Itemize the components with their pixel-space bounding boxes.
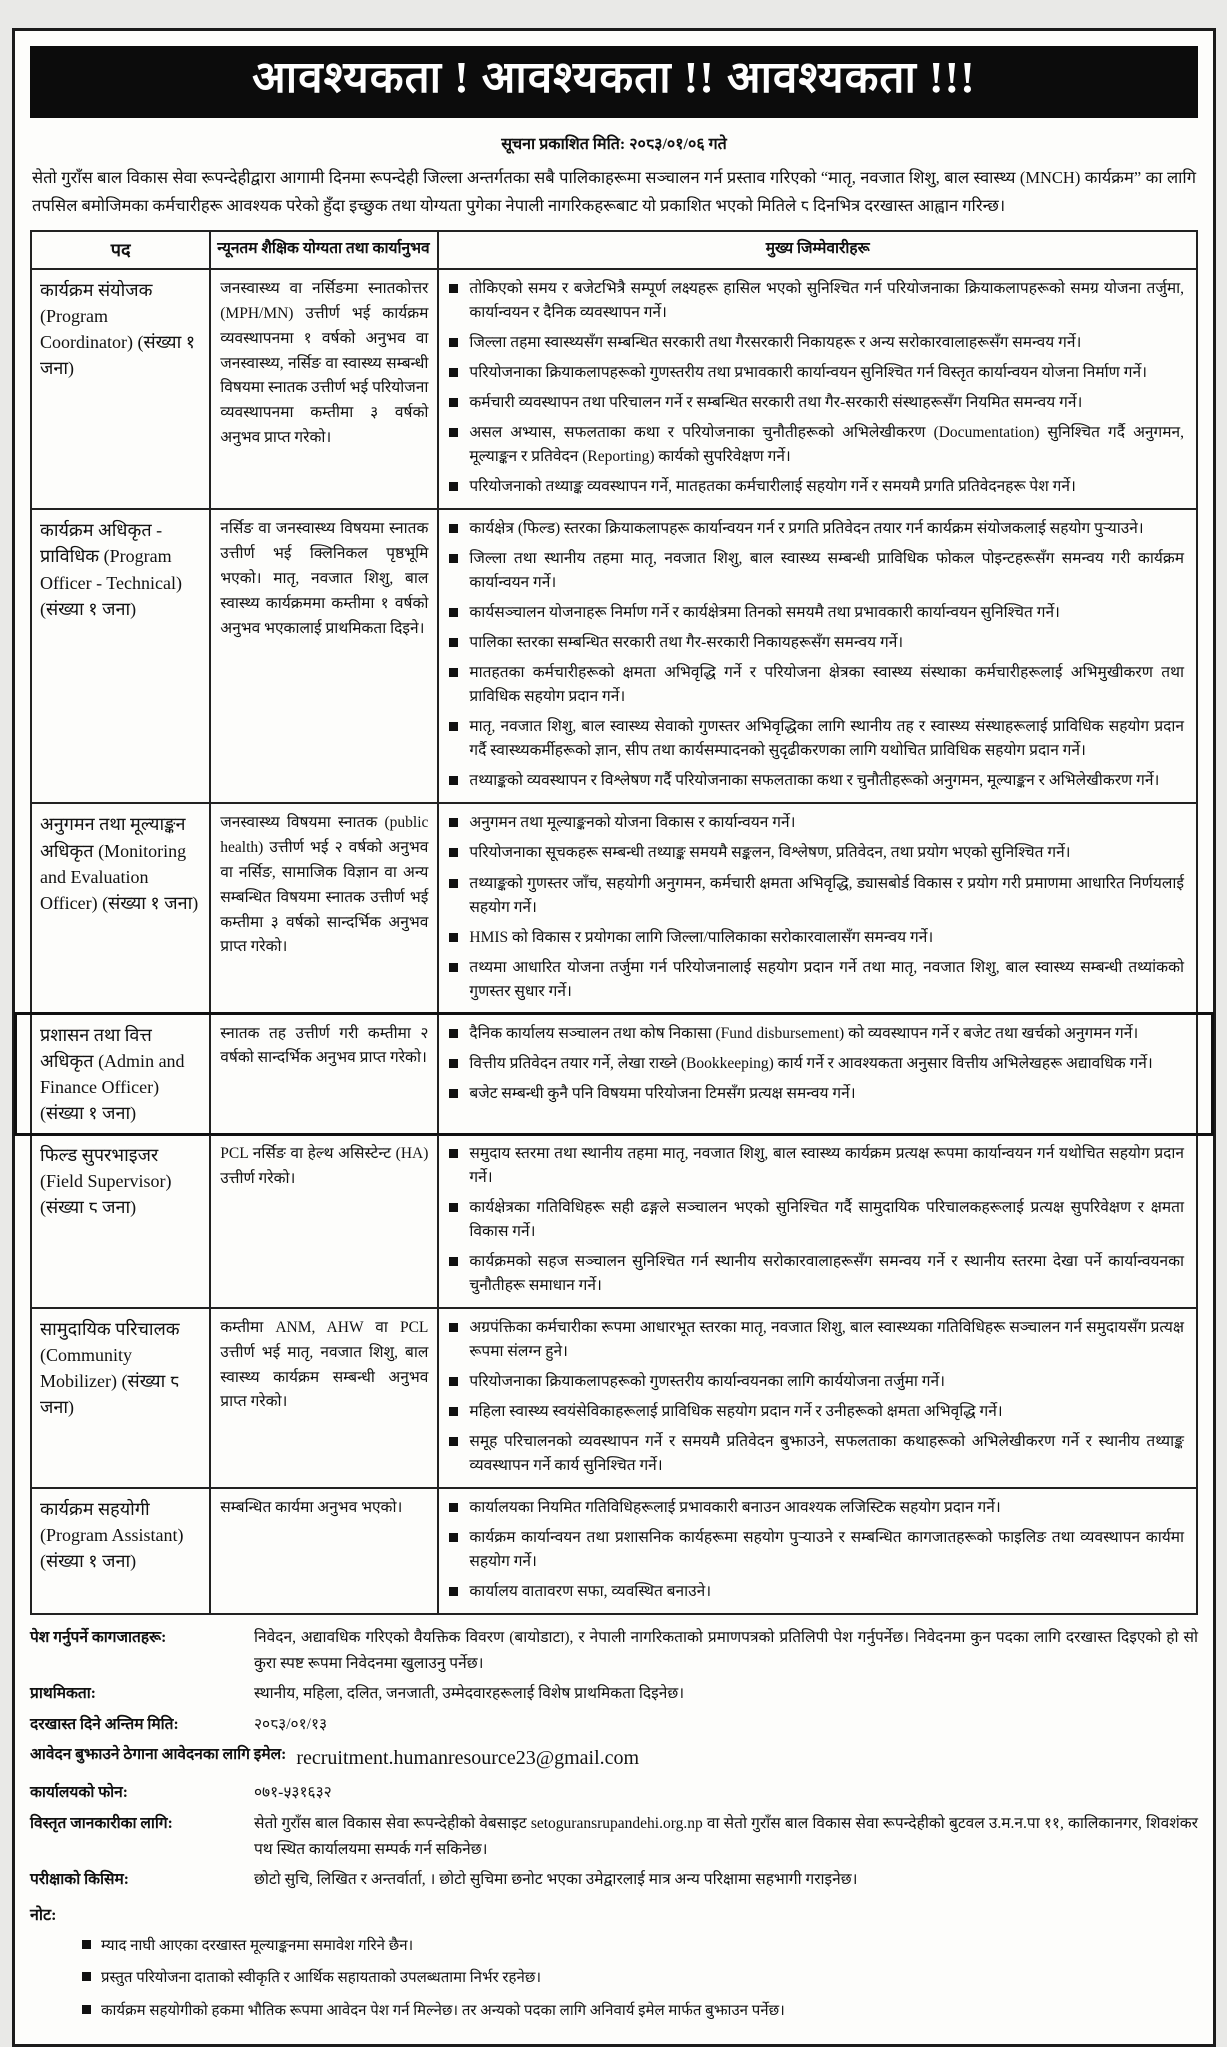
responsibility-text: बजेट सम्बन्धी कुनै पनि विषयमा परियोजना टिमसँग प्रत्यक्ष समन्वय गर्ने।	[469, 1084, 856, 1102]
footer-item-value: स्थानीय, महिला, दलित, जनजाती, उम्मेदवारहरूलाई विशेष प्राथमिकता दिइनेछ।	[254, 1685, 685, 1703]
bullet-square-icon	[449, 933, 458, 942]
qualification-cell: स्नातक तह उत्तीर्ण गरी कम्तीमा २ वर्षको सान्दर्भिक अनुभव प्राप्त गरेको।	[211, 1015, 439, 1133]
responsibilities-cell	[439, 1489, 1196, 1613]
footer-item	[30, 1625, 1198, 1676]
responsibility-text: असल अभ्यास, सफलताका कथा र परियोजनाका चुनौतीहरूको अभिलेखीकरण (Documentation) सुनिश्चित गर्दै अनुगमन, मूल्याङ्कन र प्रतिवेदन (Reporting) कार्यको सुपरिवेक्षण गर्ने।	[469, 424, 1184, 466]
bullet-square-icon	[449, 668, 458, 677]
footer-item-value: सेतो गुराँस बाल विकास सेवा रूपन्देहीको वेबसाइट setoguransrupandehi.org.np वा सेतो गुराँस बाल विकास सेवा रूपन्देहीको बुटवल उ.म.न.पा ११, कालिकानगर, शिवशंकर पथ स्थित कार्यालयमा सम्पर्क गर्न सकिनेछ।	[254, 1815, 1198, 1858]
responsibility-text: मातृ, नवजात शिशु, बाल स्वास्थ्य सेवाको गुणस्तर अभिवृद्धिका लागि स्थानीय तह र स्वास्थ्य संस्थाहरूलाई प्राविधिक सहयोग प्रदान गर्दै स्वास्थ्यकर्मीहरूको ज्ञान, सीप तथा कार्यसम्पादनको सुदृढीकरणका लागि यथोचित प्राविधिक सहयोग प्रदान गर्ने।	[469, 718, 1184, 760]
responsibility-item	[449, 1427, 1184, 1481]
bullet-square-icon	[449, 848, 458, 857]
responsibility-item	[449, 514, 1184, 544]
footer-item-value: recruitment.humanresource23@gmail.com	[296, 1747, 640, 1770]
responsibility-text: कार्यक्रम कार्यान्वयन तथा प्रशासनिक कार्यहरूमा सहयोग पुऱ्याउने र सम्बन्धित कागजातहरूको फाइलिङ तथा व्यवस्थापन कार्यमा सहयोग गर्ने।	[469, 1529, 1184, 1571]
table-row	[32, 1309, 1196, 1489]
responsibility-text: कर्मचारी व्यवस्थापन तथा परिचालन गर्ने र सम्बन्धित सरकारी तथा गैर-सरकारी संस्थाहरूसँग नियमित समन्वय गर्ने।	[469, 394, 1083, 412]
table-row	[32, 804, 1196, 1014]
responsibility-text: महिला स्वास्थ्य स्वयंसेविकाहरूलाई प्राविधिक सहयोग प्रदान गर्ने र उनीहरूको क्षमता अभिवृद्धि गर्ने।	[469, 1403, 1003, 1421]
responsibility-text: मातहतका कर्मचारीहरूको क्षमता अभिवृद्धि गर्ने र परियोजना क्षेत्रका स्वास्थ्य संस्थाका कर्मचारीहरूलाई अभिमुखीकरण तथा प्राविधिक सहयोग प्रदान गर्ने।	[469, 664, 1184, 706]
jobs-table	[30, 230, 1198, 1615]
published-date-line: सूचना प्रकाशित मिति: २०८३/०१/०६ गते	[501, 136, 727, 153]
note-item	[82, 1967, 1198, 1990]
responsibility-text: परियोजनाका क्रियाकलापहरूको गुणस्तरीय तथा प्रभावकारी कार्यान्वयन सुनिश्चित गर्न विस्तृत कार्यान्वयन योजना निर्माण गर्ने।	[469, 364, 1147, 382]
bullet-square-icon	[449, 1437, 458, 1446]
responsibility-item	[449, 1247, 1184, 1301]
position-cell: फिल्ड सुपरभाइजर (Field Supervisor) (संख्या ८ जना)	[32, 1135, 211, 1307]
footer-item-label: प्राथमिकता:	[30, 1685, 96, 1703]
responsibility-item	[449, 358, 1184, 388]
notes-label: नोट:	[30, 1906, 57, 1924]
bullet-square-icon	[449, 1377, 458, 1386]
responsibility-text: कार्यालयका नियमित गतिविधिहरूलाई प्रभावकारी बनाउन आवश्यक लजिस्टिक सहयोग प्रदान गर्ने।	[469, 1499, 1001, 1517]
responsibility-text: अनुगमन तथा मूल्याङ्कनको योजना विकास र कार्यान्वयन गर्ने।	[469, 814, 796, 832]
note-text: प्रस्तुत परियोजना दाताको स्वीकृति र आर्थिक सहायताको उपलब्धतामा निर्भर रहनेछ।	[101, 1970, 542, 1987]
bullet-square-icon	[449, 524, 458, 533]
responsibility-item	[449, 1493, 1184, 1523]
footer-item	[30, 1811, 1198, 1862]
note-text: कार्यक्रम सहयोगीको हकमा भौतिक रूपमा आवेदन पेश गर्न मिल्नेछ। तर अन्यको पदका लागि अनिवार्य इमेल मार्फत बुझाउन पर्नेछ।	[101, 2002, 785, 2019]
responsibilities-cell	[439, 510, 1196, 802]
footer-item-value: ०७१-५३१६३२	[254, 1784, 332, 1802]
responsibility-item	[449, 472, 1184, 502]
responsibility-item	[449, 598, 1184, 628]
footer-info	[30, 1625, 1198, 1893]
footer-item-label: विस्तृत जानकारीका लागि:	[30, 1815, 173, 1833]
bullet-square-icon	[449, 1029, 458, 1038]
responsibilities-cell	[439, 270, 1196, 508]
footer-item-value: निवेदन, अद्यावधिक गरिएको वैयक्तिक विवरण (बायोडाटा), र नेपाली नागरिकताको प्रमाणपत्रको प्रतिलिपी पेश गर्नुपर्नेछ। निवेदनमा कुन पदका लागि दरखास्त दिइएको हो सो कुरा स्पष्ट रूपमा निवेदनमा खुलाउनु पर्नेछ।	[254, 1629, 1198, 1672]
column-header-qualification: न्यूनतम शैक्षिक योग्यता तथा कार्यानुभव	[211, 232, 439, 268]
bullet-square-icon	[449, 428, 458, 437]
footer-item-label: आवेदन बुझाउने ठेगाना आवेदनका लागि इमेल:	[30, 1746, 287, 1764]
table-row	[32, 270, 1196, 510]
jobs-table-header	[32, 232, 1196, 270]
bullet-square-icon	[449, 1089, 458, 1098]
footer-item	[30, 1681, 1198, 1707]
bullet-square-icon	[449, 776, 458, 785]
position-cell: कार्यक्रम सहयोगी (Program Assistant) (संख्या १ जना)	[32, 1489, 211, 1613]
qualification-cell: जनस्वास्थ्य वा नर्सिङमा स्नातकोत्तर (MPH/MN) उत्तीर्ण भई कार्यक्रम व्यवस्थापनमा १ वर्षको अनुभव वा जनस्वास्थ्य, नर्सिङ वा स्वास्थ्य सम्बन्धी विषयमा स्नातक उत्तीर्ण भई परियोजना व्यवस्थापनमा कम्तीमा ३ वर्षको अनुभव प्राप्त गरेको।	[211, 270, 439, 508]
column-header-responsibilities: मुख्य जिम्मेवारीहरू	[765, 240, 870, 258]
bullet-square-icon	[449, 638, 458, 647]
bullet-square-icon	[449, 963, 458, 972]
responsibility-item	[449, 808, 1184, 838]
responsibility-text: तथ्याङ्कको गुणस्तर जाँच, सहयोगी अनुगमन, कर्मचारी क्षमता अभिवृद्धि, ड्यासबोर्ड विकास र प्रयोग गरी प्रमाणमा आधारित निर्णयलाई सहयोग गर्ने।	[469, 874, 1184, 916]
position-cell: अनुगमन तथा मूल्याङ्कन अधिकृत (Monitoring and Evaluation Officer) (संख्या १ जना)	[32, 804, 211, 1012]
bullet-square-icon	[449, 608, 458, 617]
bullet-square-icon	[449, 1587, 458, 1596]
responsibility-text: वित्तीय प्रतिवेदन तयार गर्ने, लेखा राख्ने (Bookkeeping) कार्य गर्ने र आवश्यकता अनुसार वित्तीय अभिलेखहरू अद्यावधिक गर्ने।	[469, 1054, 1153, 1072]
bullet-square-icon	[82, 1940, 91, 1949]
responsibility-text: कार्यसञ्चालन योजनाहरू निर्माण गर्ने र कार्यक्षेत्रमा तिनको समयमै तथा प्रभावकारी कार्यान्वयन सुनिश्चित गर्ने।	[469, 604, 1060, 622]
responsibility-item	[449, 544, 1184, 598]
responsibility-item	[449, 1019, 1184, 1049]
footer-item-label: दरखास्त दिने अन्तिम मिति:	[30, 1715, 179, 1733]
position-cell: सामुदायिक परिचालक (Community Mobilizer) (संख्या ८ जना)	[32, 1309, 211, 1487]
bullet-square-icon	[449, 1407, 458, 1416]
responsibility-item	[449, 1139, 1184, 1193]
bullet-square-icon	[449, 368, 458, 377]
responsibility-item	[449, 388, 1184, 418]
bullet-square-icon	[449, 818, 458, 827]
footer-item-label: कार्यालयको फोन:	[30, 1784, 128, 1802]
table-row	[32, 1015, 1196, 1135]
responsibility-text: HMIS को विकास र प्रयोगका लागि जिल्ला/पालिकाका सरोकारवालासँग समन्वय गर्ने।	[469, 928, 934, 946]
responsibility-text: परियोजनाको तथ्याङ्क व्यवस्थापन गर्ने, मातहतका कर्मचारीलाई सहयोग गर्ने र समयमै प्रगति प्रतिवेदनहरू पेश गर्ने।	[469, 478, 1076, 496]
responsibilities-cell	[439, 804, 1196, 1012]
bullet-square-icon	[449, 398, 458, 407]
responsibilities-cell	[439, 1309, 1196, 1487]
responsibility-item	[449, 418, 1184, 472]
footer-item-label: पेश गर्नुपर्ने कागजातहरू:	[30, 1629, 167, 1647]
bullet-square-icon	[449, 284, 458, 293]
bullet-square-icon	[449, 722, 458, 731]
position-cell: कार्यक्रम संयोजक (Program Coordinator) (संख्या १ जना)	[32, 270, 211, 508]
table-row	[32, 510, 1196, 804]
footer-item-value: २०८३/०१/१३	[254, 1715, 328, 1733]
bullet-square-icon	[449, 1257, 458, 1266]
responsibility-text: जिल्ला तहमा स्वास्थ्यसँग सम्बन्धित सरकारी तथा गैरसरकारी निकायहरू र अन्य सरोकारवालाहरूसँग समन्वय गर्ने।	[469, 334, 1082, 352]
bullet-square-icon	[449, 1149, 458, 1158]
table-row	[32, 1135, 1196, 1309]
responsibility-text: तथ्याङ्कको व्यवस्थापन र विश्लेषण गर्दै परियोजनाका सफलताका कथा र चुनौतीहरूको अनुगमन, मूल्याङ्कन र अभिलेखीकरण गर्ने।	[469, 772, 1160, 790]
responsibility-item	[449, 869, 1184, 923]
responsibility-item	[449, 658, 1184, 712]
responsibility-item	[449, 1079, 1184, 1109]
responsibility-item	[449, 1049, 1184, 1079]
note-item	[82, 1935, 1198, 1958]
responsibility-item	[449, 1313, 1184, 1367]
bullet-square-icon	[449, 1503, 458, 1512]
bullet-square-icon	[449, 1203, 458, 1212]
notice-sheet	[12, 28, 1216, 2047]
footer-item-label: परीक्षाको किसिम:	[30, 1871, 129, 1889]
position-cell: कार्यक्रम अधिकृत - प्राविधिक (Program Officer - Technical) (संख्या १ जना)	[32, 510, 211, 802]
responsibility-text: परियोजनाका क्रियाकलापहरूको गुणस्तरीय कार्यान्वयनका लागि कार्ययोजना तर्जुमा गर्ने।	[469, 1373, 946, 1391]
bullet-square-icon	[449, 879, 458, 888]
responsibility-item	[449, 1397, 1184, 1427]
responsibility-text: अग्रपंक्तिका कर्मचारीका रूपमा आधारभूत स्तरका मातृ, नवजात शिशु, बाल स्वास्थ्यका गतिविधिहरू सञ्चालन गर्न समुदायसँग प्रत्यक्ष रूपमा संलग्न हुने।	[469, 1319, 1184, 1361]
bullet-square-icon	[82, 1972, 91, 1981]
responsibility-text: कार्यक्षेत्र (फिल्ड) स्तरका क्रियाकलापहरू कार्यान्वयन गर्न र प्रगति प्रतिवेदन तयार गर्न कार्यक्रम संयोजकलाई सहयोग पुऱ्याउने।	[469, 520, 1144, 538]
notes-section	[30, 1903, 1198, 2023]
qualification-cell: PCL नर्सिङ वा हेल्थ असिस्टेन्ट (HA) उत्तीर्ण गरेको।	[211, 1135, 439, 1307]
footer-item	[30, 1780, 1198, 1806]
responsibility-item	[449, 712, 1184, 766]
note-item	[82, 2000, 1198, 2023]
responsibility-item	[449, 1577, 1184, 1607]
responsibility-item	[449, 953, 1184, 1007]
notice-title: आवश्यकता ! आवश्यकता !! आवश्यकता !!!	[252, 53, 976, 102]
responsibility-text: पालिका स्तरका सम्बन्धित सरकारी तथा गैर-सरकारी निकायहरूसँग समन्वय गर्ने।	[469, 634, 904, 652]
responsibility-text: तोकिएको समय र बजेटभित्रै सम्पूर्ण लक्ष्यहरू हासिल भएको सुनिश्चित गर्न परियोजनाका क्रियाकलापहरूको समग्र योजना तर्जुमा, कार्यान्वयन र दैनिक व्यवस्थापन गर्ने।	[469, 280, 1184, 322]
responsibility-item	[449, 1367, 1184, 1397]
responsibility-text: परियोजनाका सूचकहरू सम्बन्धी तथ्याङ्क समयमै सङ्कलन, विश्लेषण, प्रतिवेदन, तथा प्रयोग भएको सुनिश्चित गर्ने।	[469, 844, 1071, 862]
responsibility-item	[449, 766, 1184, 796]
footer-item	[30, 1867, 1198, 1893]
intro-paragraph: सेतो गुराँस बाल विकास सेवा रूपन्देहीद्वारा आगामी दिनमा रूपन्देही जिल्ला अन्तर्गतका सबै पालिकाहरूमा सञ्चालन गर्न प्रस्ताव गरिएको “मातृ, नवजात शिशु, बाल स्वास्थ्य (MNCH) कार्यक्रम” का लागि तपसिल बमोजिमका कर्मचारीहरू आवश्यक परेको हुँदा इच्छुक तथा योग्यता पुगेका नेपाली नागरिकहरूबाट यो प्रकाशित भएको मितिले ८ दिनभित्र दरखास्त आह्वान गरिन्छ।	[32, 168, 1196, 216]
footer-item	[30, 1712, 1198, 1738]
responsibility-text: दैनिक कार्यालय सञ्चालन तथा कोष निकासा (Fund disbursement) को व्यवस्थापन गर्ने र बजेट तथा खर्चको अनुगमन गर्ने।	[469, 1024, 1139, 1042]
notice-title-bar	[30, 46, 1198, 118]
table-row	[32, 1489, 1196, 1613]
responsibilities-cell	[439, 1135, 1196, 1307]
responsibility-text: कार्यालय वातावरण सफा, व्यवस्थित बनाउने।	[469, 1583, 712, 1601]
bullet-square-icon	[449, 338, 458, 347]
responsibilities-cell	[439, 1015, 1196, 1133]
qualification-cell: कम्तीमा ANM, AHW वा PCL उत्तीर्ण भई मातृ, नवजात शिशु, बाल स्वास्थ्य कार्यक्रम सम्बन्धी अनुभव प्राप्त गरेको।	[211, 1309, 439, 1487]
bullet-square-icon	[449, 482, 458, 491]
bullet-square-icon	[449, 1533, 458, 1542]
note-text: म्याद नाघी आएका दरखास्त मूल्याङ्कनमा समावेश गरिने छैन।	[101, 1937, 414, 1954]
bullet-square-icon	[449, 1059, 458, 1068]
responsibility-text: जिल्ला तथा स्थानीय तहमा मातृ, नवजात शिशु, बाल स्वास्थ्य सम्बन्धी प्राविधिक फोकल पोइन्टहरूसँग समन्वय गरी कार्यक्रम कार्यान्वयन गर्ने।	[469, 550, 1184, 592]
position-cell: प्रशासन तथा वित्त अधिकृत (Admin and Finance Officer) (संख्या १ जना)	[32, 1015, 211, 1133]
responsibility-text: समुदाय स्तरमा तथा स्थानीय तहमा मातृ, नवजात शिशु, बाल स्वास्थ्य कार्यक्रम प्रत्यक्ष रूपमा कार्यान्वयन गर्न यथोचित सहयोग प्रदान गर्ने।	[469, 1144, 1184, 1186]
column-header-position: पद	[32, 232, 211, 268]
responsibility-item	[449, 923, 1184, 953]
jobs-table-body	[32, 270, 1196, 1613]
responsibility-item	[449, 328, 1184, 358]
footer-item-value: छोटो सुचि, लिखित र अन्तर्वार्ता, । छोटो सुचिमा छनोट भएका उमेद्वारलाई मात्र अन्य परिक्षामा सहभागी गराइनेछ।	[254, 1871, 858, 1889]
responsibility-item	[449, 1193, 1184, 1247]
bullet-square-icon	[449, 554, 458, 563]
footer-item	[30, 1742, 1198, 1775]
responsibility-text: समूह परिचालनको व्यवस्थापन गर्ने र समयमै प्रतिवेदन बुझाउने, सफलताका कथाहरूको अभिलेखीकरण गर्ने र स्थानीय तथ्याङ्क व्यवस्थापन गर्ने कार्य सुनिश्चित गर्ने।	[469, 1433, 1184, 1475]
notes-list	[30, 1935, 1198, 2023]
bullet-square-icon	[449, 1323, 458, 1332]
responsibility-text: तथ्यमा आधारित योजना तर्जुमा गर्न परियोजनालाई सहयोग प्रदान गर्ने तथा मातृ, नवजात शिशु, बाल स्वास्थ्य सम्बन्धी तथ्यांकको गुणस्तर सुधार गर्ने।	[469, 958, 1184, 1000]
responsibility-text: कार्यक्रमको सहज सञ्चालन सुनिश्चित गर्न स्थानीय सरोकारवालाहरूसँग समन्वय गर्ने र स्थानीय स्तरमा देखा पर्ने कार्यान्वयनका चुनौतीहरू समाधान गर्ने।	[469, 1253, 1184, 1295]
qualification-cell: जनस्वास्थ्य विषयमा स्नातक (public health) उत्तीर्ण भई २ वर्षको अनुभव वा नर्सिङ, सामाजिक विज्ञान वा अन्य सम्बन्धित विषयमा स्नातक उत्तीर्ण भई कम्तीमा ३ वर्षको सान्दर्भिक अनुभव प्राप्त गरेको।	[211, 804, 439, 1012]
qualification-cell: नर्सिङ वा जनस्वास्थ्य विषयमा स्नातक उत्तीर्ण भई क्लिनिकल पृष्ठभूमि भएको। मातृ, नवजात शिशु, बाल स्वास्थ्य कार्यक्रममा कम्तीमा १ वर्षको अनुभव भएकालाई प्राथमिकता दिइने।	[211, 510, 439, 802]
responsibility-item	[449, 628, 1184, 658]
qualification-cell: सम्बन्धित कार्यमा अनुभव भएको।	[211, 1489, 439, 1613]
responsibility-item	[449, 1523, 1184, 1577]
bullet-square-icon	[82, 2005, 91, 2014]
responsibility-text: कार्यक्षेत्रका गतिविधिहरू सही ढङ्गले सञ्चालन भएको सुनिश्चित गर्दै सामुदायिक परिचालकहरूलाई प्रत्यक्ष सुपरिवेक्षण र क्षमता विकास गर्ने।	[469, 1198, 1184, 1240]
responsibility-item	[449, 838, 1184, 868]
responsibility-item	[449, 274, 1184, 328]
